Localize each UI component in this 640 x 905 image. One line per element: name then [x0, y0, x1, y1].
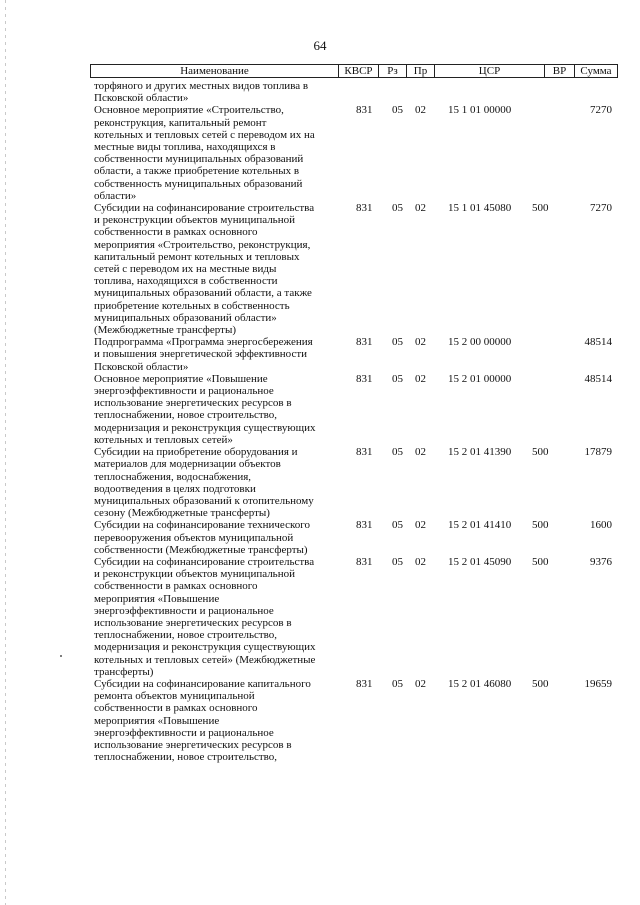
row-csr: 15 2 01 41410: [448, 519, 512, 532]
header-vr: ВР: [545, 65, 575, 77]
row-kvsr: 831: [356, 555, 373, 568]
row-name: Подпрограмма «Программа энергосбережения и повышения энергетической эффективности Псковской области»: [94, 336, 313, 373]
table-row: [94, 336, 616, 373]
row-csr: 15 1 01 00000: [448, 104, 512, 117]
row-csr: 15 2 01 45090: [448, 555, 512, 568]
scan-speck: [60, 655, 62, 657]
row-kvsr: 831: [356, 677, 373, 690]
row-name: Основное мероприятие «Повышение энергоэффективности и рациональное использование энергетических ресурсов в теплоснабжении, новое строительство, модернизация и реконструкция существующих котельных и тепловых сетей»: [94, 372, 316, 446]
row-name: Основное мероприятие «Строительство, реконструкция, капитальный ремонт котельных и тепловых сетей с переводом их на местные виды топлива, находящихся в собственности муниципальных образований области, а также приобретение котельных в собственность муниципальных образований области»: [94, 104, 315, 202]
row-pr: 02: [415, 104, 426, 117]
table-header: [90, 64, 618, 78]
row-name: Субсидии на приобретение оборудования и материалов для модернизации объектов теплоснабжения, водоснабжения, водоотведения в целях подготовки муниципальных образований к отопительному сезону (Межбюджетные трансферты): [94, 446, 314, 520]
header-pr: Пр: [407, 65, 435, 77]
row-sum: 7270: [590, 104, 612, 117]
row-rz: 05: [392, 372, 403, 385]
scan-edge-line: [5, 0, 6, 905]
table-row: [94, 446, 616, 519]
row-csr: 15 2 01 00000: [448, 372, 512, 385]
row-name: торфяного и других местных видов топлива в Псковской области»: [94, 80, 309, 105]
table-body: [94, 80, 616, 763]
row-vr: 500: [532, 446, 549, 459]
row-kvsr: 831: [356, 519, 373, 532]
table-row: [94, 373, 616, 446]
row-kvsr: 831: [356, 446, 373, 459]
table-row: [94, 678, 616, 763]
row-rz: 05: [392, 677, 403, 690]
row-name: Субсидии на софинансирование технического перевооружения объектов муниципальной собственности (Межбюджетные трансферты): [94, 519, 310, 556]
row-vr: 500: [532, 677, 549, 690]
row-sum: 17879: [584, 446, 612, 459]
row-rz: 05: [392, 519, 403, 532]
table-row: [94, 556, 616, 678]
row-pr: 02: [415, 336, 426, 349]
row-vr: 500: [532, 202, 549, 215]
row-kvsr: 831: [356, 104, 373, 117]
row-pr: 02: [415, 446, 426, 459]
row-pr: 02: [415, 372, 426, 385]
header-kvsr: КВСР: [339, 65, 379, 77]
row-pr: 02: [415, 555, 426, 568]
row-pr: 02: [415, 677, 426, 690]
row-sum: 7270: [590, 202, 612, 215]
row-pr: 02: [415, 202, 426, 215]
header-name: Наименование: [91, 65, 339, 77]
row-kvsr: 831: [356, 336, 373, 349]
row-csr: 15 2 01 46080: [448, 677, 512, 690]
table-row: [94, 202, 616, 336]
row-pr: 02: [415, 519, 426, 532]
row-sum: 48514: [584, 336, 612, 349]
row-csr: 15 1 01 45080: [448, 202, 512, 215]
row-vr: 500: [532, 519, 549, 532]
row-csr: 15 2 01 41390: [448, 446, 512, 459]
header-sum: Сумма: [580, 65, 612, 77]
row-sum: 9376: [590, 555, 612, 568]
row-name: Субсидии на софинансирование строительства и реконструкции объектов муниципальной собственности в рамках основного мероприятия «Строительство, реконструкция, капитальный ремонт котельных и тепловых сетей с переводом их на местные виды топлива, находящихся в собственности муниципальных образований области, а также приобретение котельных в собственность муниципальных образований области» (Межбюджетные трансферты): [94, 202, 315, 337]
table-row: [94, 104, 616, 202]
table-row: [94, 519, 616, 556]
row-sum: 1600: [590, 519, 612, 532]
row-sum: 48514: [584, 372, 612, 385]
row-name: Субсидии на софинансирование строительства и реконструкции объектов муниципальной собственности в рамках основного мероприятия «Повышение энергоэффективности и рациональное использование энергетических ресурсов в теплоснабжении, новое строительство, модернизация и реконструкция существующих котельных и тепловых сетей» (Межбюджетные трансферты): [94, 555, 316, 678]
row-rz: 05: [392, 336, 403, 349]
row-csr: 15 2 00 00000: [448, 336, 512, 349]
row-kvsr: 831: [356, 372, 373, 385]
header-rz: Рз: [379, 65, 407, 77]
row-kvsr: 831: [356, 202, 373, 215]
page-number: 64: [313, 38, 327, 53]
table-row: [94, 80, 616, 104]
row-rz: 05: [392, 446, 403, 459]
row-rz: 05: [392, 555, 403, 568]
header-csr: ЦСР: [435, 65, 545, 77]
row-rz: 05: [392, 202, 403, 215]
row-rz: 05: [392, 104, 403, 117]
row-vr: 500: [532, 555, 549, 568]
row-sum: 19659: [584, 677, 612, 690]
row-name: Субсидии на софинансирование капитального ремонта объектов муниципальной собственности в рамках основного мероприятия «Повышение энергоэффективности и рациональное использование энергетических ресурсов в теплоснабжении, новое строительство,: [94, 677, 311, 764]
